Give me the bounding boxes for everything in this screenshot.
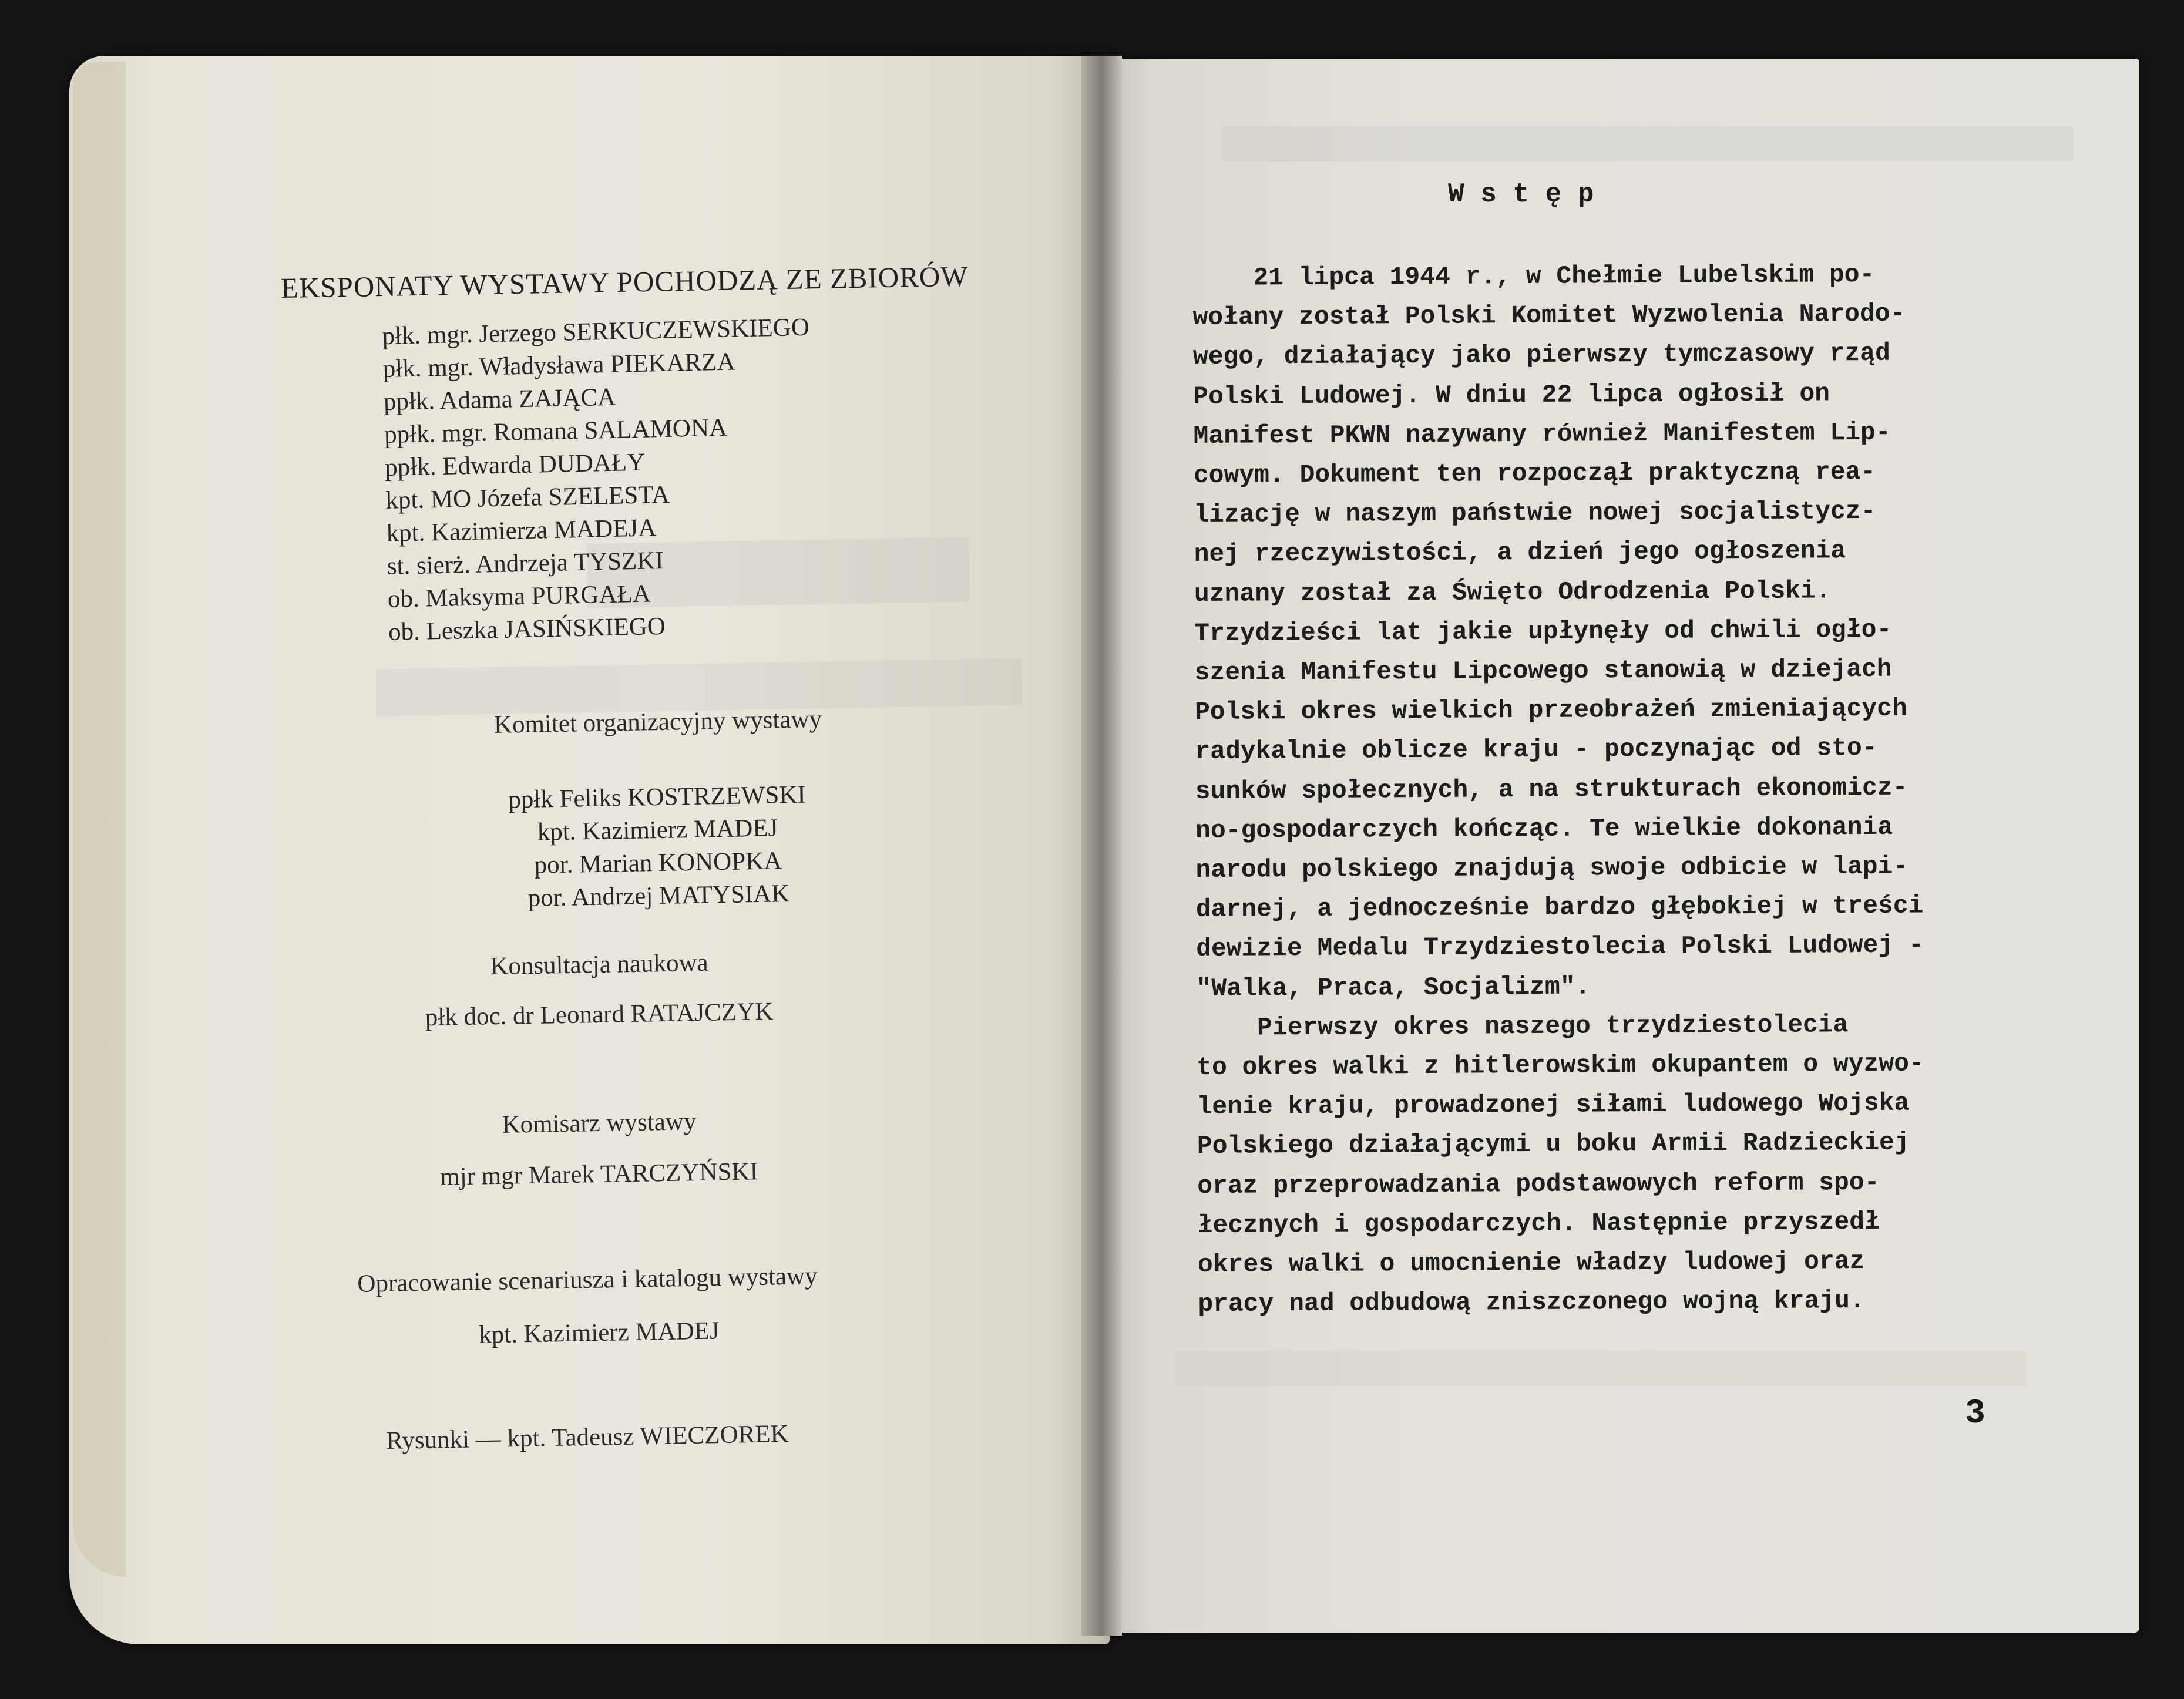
collector-item: ob. Leszka JASIŃSKIEGO	[388, 613, 666, 646]
text-line: sunków społecznych, a na strukturach ekonomicz-	[1195, 773, 1908, 806]
collector-item: ppłk. mgr. Romana SALAMONA	[384, 413, 728, 449]
text-line: darnej, a jednocześnie bardzo głębokiej w treści	[1195, 891, 1924, 924]
scenario-title: Opracowanie scenariusza i katalogu wystawy	[357, 1262, 818, 1298]
collector-item: ob. Maksyma PURGAŁA	[387, 580, 651, 613]
introduction-text	[1192, 254, 2114, 1324]
page-number: 3	[1965, 1395, 1985, 1433]
text-line: narodu polskiego znajdują swoje odbicie w lapi-	[1195, 852, 1909, 885]
text-line: uznany został za Święto Odrodzenia Polski.	[1194, 576, 1831, 608]
text-line: wego, działający jako pierwszy tymczasowy rząd	[1192, 339, 1890, 372]
committee-member: kpt. Kazimierz MADEJ	[537, 814, 778, 846]
text-line: cowym. Dokument ten rozpoczął praktyczną rea-	[1193, 457, 1876, 490]
collector-item: ppłk. Adama ZAJĄCA	[383, 383, 616, 416]
committee-title: Komitet organizacyjny wystawy	[493, 705, 822, 739]
collectors-list	[382, 309, 918, 649]
text-line: łecznych i gospodarczych. Następnie przyszedł	[1197, 1207, 1880, 1240]
text-line: pracy nad odbudową zniszczonego wojną kraju.	[1198, 1286, 1865, 1319]
text-line: Manifest PKWN nazywany również Manifestem Lip-	[1193, 418, 1891, 450]
commissioner-person: mjr mgr Marek TARCZYŃSKI	[439, 1158, 759, 1191]
collector-item: płk. mgr. Jerzego SERKUCZEWSKIEGO	[382, 313, 810, 350]
text-line: Polski okres wielkich przeobrażeń zmieniających	[1194, 694, 1907, 727]
text-line: Pierwszy okres naszego trzydziestolecia	[1196, 1010, 1849, 1042]
text-line: Polskiego działającymi u boku Armii Radzieckiej	[1197, 1128, 1910, 1161]
text-line: szenia Manifestu Lipcowego stanowią w dziejach	[1194, 654, 1892, 688]
text-line: no-gospodarczych kończąc. Te wielkie dokonania	[1195, 812, 1893, 845]
text-line: radykalnie oblicze kraju - poczynając od sto-	[1195, 734, 1877, 766]
committee-member: por. Marian KONOPKA	[534, 847, 782, 879]
text-line: oraz przeprowadzania podstawowych reform spo-	[1197, 1168, 1880, 1200]
text-line: nej rzeczywistości, a dzień jego ogłoszenia	[1194, 536, 1846, 569]
collector-item: kpt. Kazimierza MADEJA	[386, 514, 657, 547]
text-line: dewizie Medalu Trzydziestolecia Polski Ludowej -	[1196, 930, 1924, 964]
collector-item: ppłk. Edwarda DUDAŁY	[384, 448, 646, 482]
text-line: lenie kraju, prowadzonej siłami ludowego Wojska	[1197, 1088, 1910, 1122]
collector-item: kpt. MO Józefa SZELESTA	[385, 480, 670, 514]
drawings-credit: Rysunki — kpt. Tadeusz WIECZOREK	[386, 1420, 789, 1455]
committee-member: ppłk Feliks KOSTRZEWSKI	[508, 780, 807, 814]
introduction-title: W s t ę p	[1448, 179, 1594, 210]
scenario-person: kpt. Kazimierz MADEJ	[478, 1317, 720, 1349]
text-line: Trzydzieści lat jakie upłynęły od chwili ogło-	[1194, 615, 1892, 648]
text-line: wołany został Polski Komitet Wyzwolenia Narodo-	[1192, 299, 1906, 332]
text-line: okres walki o umocnienie władzy ludowej oraz	[1197, 1247, 1865, 1280]
consultation-title: Konsultacja naukowa	[489, 948, 709, 981]
text-line: Polski Ludowej. W dniu 22 lipca ogłosił on	[1193, 378, 1830, 411]
collector-item: płk. mgr. Władysława PIEKARZA	[382, 348, 736, 383]
consultation-person: płk doc. dr Leonard RATAJCZYK	[425, 997, 774, 1032]
committee-list	[422, 777, 894, 917]
commissioner-title: Komisarz wystawy	[502, 1108, 697, 1139]
text-line: to okres walki z hitlerowskim okupantem o wyzwo-	[1197, 1049, 1924, 1082]
collections-heading: EKSPONATY WYSTAWY POCHODZĄ ZE ZBIORÓW	[280, 260, 969, 304]
text-line: lizację w naszym państwie nowej socjalistycz-	[1194, 497, 1876, 530]
collector-item: st. sierż. Andrzeja TYSZKI	[387, 547, 664, 580]
text-line: "Walka, Praca, Socjalizm".	[1196, 972, 1591, 1003]
text-line: 21 lipca 1944 r., w Chełmie Lubelskim po-	[1192, 260, 1875, 292]
committee-member: por. Andrzej MATYSIAK	[527, 880, 790, 912]
